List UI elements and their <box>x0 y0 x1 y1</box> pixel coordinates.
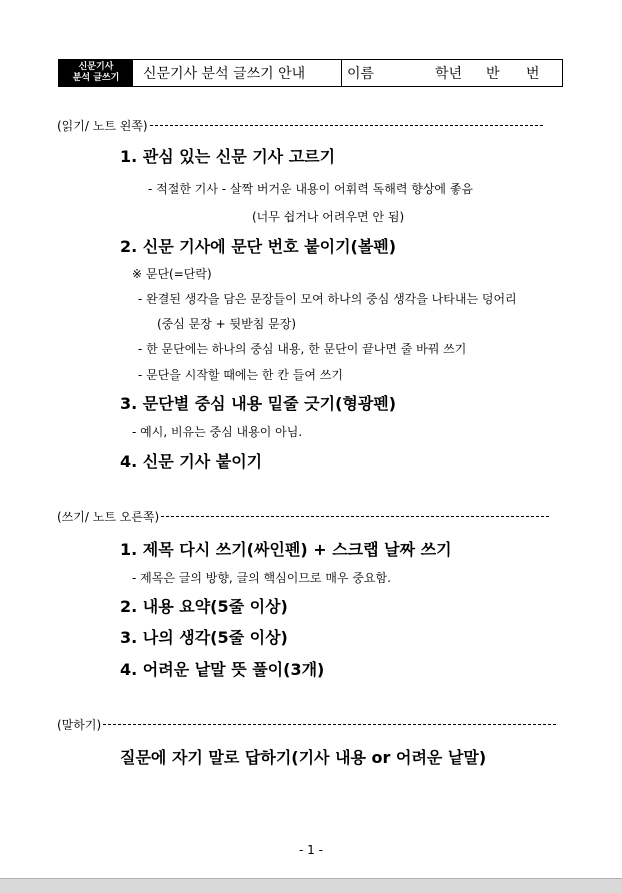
section-writing-header <box>57 508 549 525</box>
number-label: 번 <box>526 66 540 82</box>
section-writing-label: (쓰기/ 노트 오른쪽) <box>57 510 160 524</box>
reading-item-2-note-2: - 완결된 생각을 담은 문장들이 모여 하나의 중심 생각을 나타내는 덩어리 <box>138 292 517 306</box>
section-reading-header <box>57 117 543 134</box>
section-divider <box>150 125 543 126</box>
reading-item-1-note-1: - 적절한 기사 - 살짝 버거운 내용이 어휘력 독해력 향상에 좋음 <box>148 182 474 196</box>
section-speaking-label: (말하기) <box>57 718 102 732</box>
reading-item-1-note-2: (너무 쉽거나 어려우면 안 됨) <box>252 210 405 224</box>
speaking-item-1: 질문에 자기 말로 답하기(기사 내용 or 어려운 낱말) <box>120 748 487 767</box>
reading-item-3-note-1: - 예시, 비유는 중심 내용이 아님. <box>132 425 303 439</box>
page-number: - 1 - <box>299 843 323 857</box>
bottom-scrollbar[interactable] <box>0 878 622 893</box>
writing-item-4: 4. 어려운 낱말 뜻 풀이(3개) <box>120 660 325 679</box>
header-tag-line1: 신문기사 <box>78 62 114 72</box>
grade-label: 학년 <box>435 66 463 82</box>
reading-item-1: 1. 관심 있는 신문 기사 고르기 <box>120 147 336 166</box>
name-label: 이름 <box>347 66 375 82</box>
reading-item-2-note-3: (중심 문장 + 뒷받침 문장) <box>157 317 297 331</box>
student-info <box>342 60 562 86</box>
header-table <box>58 59 563 87</box>
section-speaking-header <box>57 716 556 733</box>
page-title: 신문기사 분석 글쓰기 안내 <box>133 60 342 86</box>
reading-item-3: 3. 문단별 중심 내용 밑줄 긋기(형광펜) <box>120 394 397 413</box>
reading-item-4: 4. 신문 기사 붙이기 <box>120 452 263 471</box>
reading-item-2-note-5: - 문단을 시작할 때에는 한 칸 들여 쓰기 <box>138 368 343 382</box>
writing-item-1: 1. 제목 다시 쓰기(싸인펜) + 스크랩 날짜 쓰기 <box>120 540 452 559</box>
section-divider <box>161 516 549 517</box>
reading-item-2: 2. 신문 기사에 문단 번호 붙이기(볼펜) <box>120 237 397 256</box>
reading-item-2-note-4: - 한 문단에는 하나의 중심 내용, 한 문단이 끝나면 줄 바꿔 쓰기 <box>138 342 467 356</box>
header-tag <box>59 60 133 86</box>
class-label: 반 <box>486 66 500 82</box>
header-tag-line2: 분석 글쓰기 <box>72 73 120 83</box>
section-divider <box>103 724 556 725</box>
section-reading-label: (읽기/ 노트 왼쪽) <box>57 119 148 133</box>
reading-item-2-note-1: ※ 문단(=단락) <box>132 267 212 281</box>
writing-item-2: 2. 내용 요약(5줄 이상) <box>120 597 288 616</box>
writing-item-3: 3. 나의 생각(5줄 이상) <box>120 628 288 647</box>
writing-item-1-note-1: - 제목은 글의 방향, 글의 핵심이므로 매우 중요함. <box>132 571 391 585</box>
